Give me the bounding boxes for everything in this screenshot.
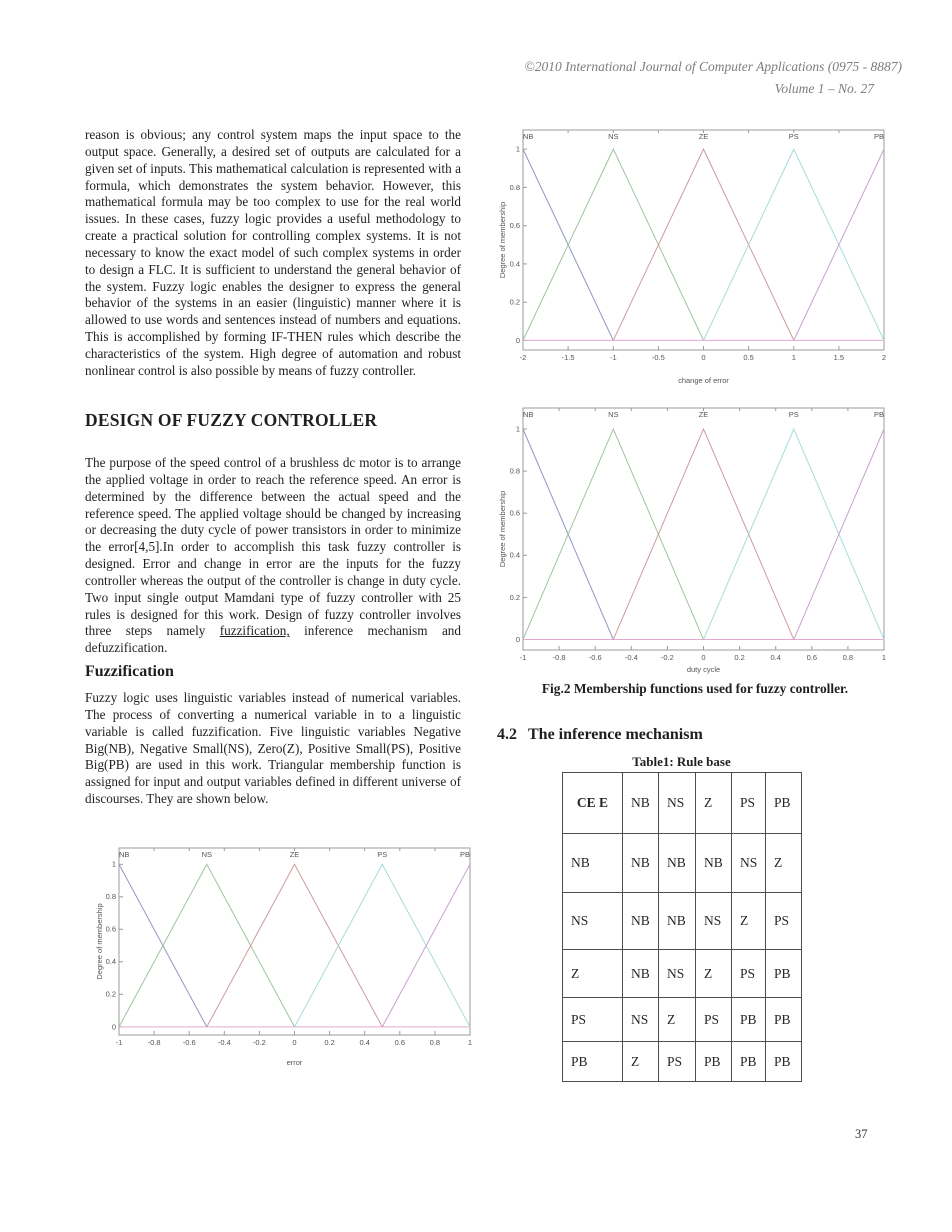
svg-text:0.6: 0.6 [394,1038,406,1047]
rule-table-header-cell: Z [696,773,732,834]
section-heading-design: DESIGN OF FUZZY CONTROLLER [85,410,378,430]
svg-text:0.2: 0.2 [509,592,520,602]
svg-text:1: 1 [467,1038,473,1047]
svg-text:-1: -1 [519,653,527,662]
rule-table-cell: Z [732,893,766,950]
rule-table-cell: PB [696,1042,732,1082]
rule-table-rowhead-cell: PS [563,998,623,1042]
svg-text:-0.5: -0.5 [651,353,665,362]
rule-table-row [563,1042,802,1082]
rule-table-header-cell: PS [732,773,766,834]
rule-table-cell: NS [732,834,766,893]
svg-text:0: 0 [515,335,520,345]
rule-table-cell: NB [659,834,696,893]
chart-canvas [94,843,478,1067]
svg-text:PS: PS [788,410,799,419]
svg-text:-0.2: -0.2 [660,653,674,662]
rule-table-cell: NB [623,893,659,950]
rule-table-cell: PS [732,950,766,998]
paragraph-design [85,455,461,657]
svg-text:0.2: 0.2 [734,653,745,662]
svg-text:0: 0 [292,1038,297,1047]
svg-text:1: 1 [515,424,520,434]
svg-text:PB: PB [873,410,884,419]
rule-table-cell: NB [623,834,659,893]
svg-text:2: 2 [881,353,887,362]
rule-table-header-cell: NS [659,773,696,834]
rule-table-row [563,998,802,1042]
svg-text:-0.8: -0.8 [552,653,566,662]
rule-table-row [563,893,802,950]
rule-table-cell: PB [766,998,802,1042]
rule-table-header-cell: PB [766,773,802,834]
svg-text:0.2: 0.2 [509,297,520,307]
svg-text:0.8: 0.8 [842,653,854,662]
svg-text:error: error [286,1058,303,1067]
membership-plot-change-of-error [497,123,893,390]
rule-table-rowhead-cell: NB [563,834,623,893]
svg-text:1: 1 [791,353,796,362]
svg-text:NB: NB [523,132,534,141]
rule-table-cell: Z [766,834,802,893]
rule-table-cell: Z [696,950,732,998]
section-number: 4.2 [497,726,517,743]
paragraph-fuzzification: Fuzzy logic uses linguistic variables instead of numerical variables. The process of converting a numerical variable in to a linguistic variable is called fuzzification. Five linguistic variables Negative Big(NB), Negative Small(NS), Zero(Z), Positive Small(PS), Positive Big(PB) are used in this work. Triangular membership function is assigned for input and output variables defined in different universe of discourses. They are shown below. [85,690,461,807]
rule-table-cell: PB [766,950,802,998]
svg-text:0.2: 0.2 [105,989,116,999]
rule-table-cell: PB [766,1042,802,1082]
svg-text:-2: -2 [519,353,527,362]
svg-text:0: 0 [111,1022,116,1032]
svg-text:ZE: ZE [289,850,300,859]
membership-plot-duty-cycle [497,402,893,679]
svg-text:Degree of membership: Degree of membership [498,490,507,568]
rule-table-cell: PB [732,1042,766,1082]
svg-text:-0.2: -0.2 [252,1038,266,1047]
svg-text:change of error: change of error [678,376,729,385]
svg-text:0.8: 0.8 [509,182,520,192]
svg-text:0: 0 [701,653,706,662]
svg-text:PB: PB [459,850,470,859]
paragraph-design-tail: inference mechanism and defuzzification. [85,623,461,656]
membership-plot-error [94,843,478,1072]
page-number: 37 [855,1127,868,1141]
svg-text:0: 0 [701,353,706,362]
paragraph-design-text: The purpose of the speed control of a brushless dc motor is to arrange the applied voltage in order to reach the reference speed. An error is determined by the difference between the actual speed and the reference speed. The applied voltage should be changed by increasing or decreasing the duty cycle of power transistors in order to minimize the error[4,5].In order to accomplish this task fuzzy controller is designed. Error and change in error are the inputs for the fuzzy controller whereas the output of the controller is change in duty cycle. Two input single output Mamdani type of fuzzy controller with 25 rules is designed for this work. Design of fuzzy controller involves three steps namely [85,455,461,639]
svg-text:PS: PS [377,850,388,859]
svg-text:0.8: 0.8 [429,1038,441,1047]
svg-text:Degree of membership: Degree of membership [498,201,507,279]
rule-table-cell: NB [623,950,659,998]
svg-text:0.6: 0.6 [509,221,520,231]
svg-text:NS: NS [608,132,619,141]
svg-text:-0.8: -0.8 [147,1038,161,1047]
rule-table-header-cell: NB [623,773,659,834]
svg-text:0: 0 [515,634,520,644]
svg-text:NS: NS [201,850,213,859]
svg-text:-0.6: -0.6 [182,1038,196,1047]
paragraph-intro: reason is obvious; any control system maps the input space to the output space. Generally, a desired set of outputs are calculated for a given set of inputs. This mathematical calculation is represented with a formula, which demonstrates the system behavior. However, this mathematical formula may be too complex to use for the real world issues. In these cases, fuzzy logic provides a useful methodology to create a practical solution for controlling complex systems. It is not necessary to know the exact model of such complex systems in order to design a FLC. It is sufficient to understand the general behavior of the system. Fuzzy logic enables the designer to express the general behavior of the systems in an easier (linguistic) manner where it is allowed to use words and sentences instead of numbers and equations. This is accomplished by forming IF-THEN rules which describe the characteristics of the system. High degree of automation and robust nonlinear control is also possible by means of fuzzy controller. [85,127,461,378]
figure-caption: Fig.2 Membership functions used for fuzzy controller. [541,681,849,696]
journal-header [525,56,903,100]
underlined-term-fuzzification: fuzzification, [219,623,290,639]
svg-text:0.2: 0.2 [324,1038,335,1047]
journal-header-line1: ©2010 International Journal of Computer Applications (0975 - 8887) [524,59,902,74]
section-title-text: The inference mechanism [528,726,703,743]
svg-text:-1: -1 [609,353,617,362]
svg-text:duty cycle: duty cycle [686,665,721,674]
svg-text:1: 1 [881,653,887,662]
svg-text:0.6: 0.6 [806,653,818,662]
rule-base-table [562,772,802,1082]
rule-table-cell: NS [659,950,696,998]
rule-table-cell: Z [623,1042,659,1082]
rule-table-row [563,834,802,893]
rule-table-header-row [563,773,802,834]
svg-text:0.8: 0.8 [509,466,520,476]
subsection-heading-fuzzification: Fuzzification [85,663,174,680]
svg-text:-0.6: -0.6 [588,653,602,662]
rule-table-cell: Z [659,998,696,1042]
journal-header-line2: Volume 1 – No. 27 [774,81,874,96]
svg-text:PB: PB [873,132,884,141]
rule-table-row [563,950,802,998]
rule-table-cell: PB [732,998,766,1042]
svg-text:NS: NS [608,410,619,419]
rule-table-cell: NS [623,998,659,1042]
rule-table-cell: PS [696,998,732,1042]
svg-text:-0.4: -0.4 [217,1038,231,1047]
chart-canvas [497,123,893,385]
svg-text:PS: PS [788,132,799,141]
rule-table-cell: NB [696,834,732,893]
svg-text:1.5: 1.5 [833,353,845,362]
rule-table-rowhead-cell: NS [563,893,623,950]
svg-text:0.5: 0.5 [743,353,754,362]
svg-text:0.6: 0.6 [105,924,116,934]
svg-text:0.4: 0.4 [509,550,520,560]
rule-table-corner-cell: CE E [563,773,623,834]
rule-table-cell: PS [659,1042,696,1082]
svg-text:1: 1 [111,859,116,869]
chart-canvas [497,402,893,674]
rule-table-cell: NB [659,893,696,950]
rule-table-rowhead-cell: PB [563,1042,623,1082]
svg-text:0.6: 0.6 [509,508,520,518]
svg-text:0.4: 0.4 [359,1038,370,1047]
svg-text:Degree of membership: Degree of membership [95,903,104,980]
svg-text:ZE: ZE [698,410,709,419]
svg-text:1: 1 [515,144,520,154]
svg-text:-1.5: -1.5 [561,353,575,362]
rule-table-rowhead-cell: Z [563,950,623,998]
table-caption: Table1: Rule base [632,754,731,769]
svg-text:0.8: 0.8 [105,892,116,902]
section-heading-inference [497,726,703,744]
svg-text:NB: NB [523,410,534,419]
svg-text:ZE: ZE [698,132,709,141]
svg-text:-1: -1 [115,1038,123,1047]
svg-text:-0.4: -0.4 [624,653,638,662]
svg-text:0.4: 0.4 [770,653,781,662]
svg-text:0.4: 0.4 [509,259,520,269]
rule-table-cell: NS [696,893,732,950]
svg-text:NB: NB [119,850,130,859]
svg-text:0.4: 0.4 [105,957,116,967]
rule-table-cell: PS [766,893,802,950]
